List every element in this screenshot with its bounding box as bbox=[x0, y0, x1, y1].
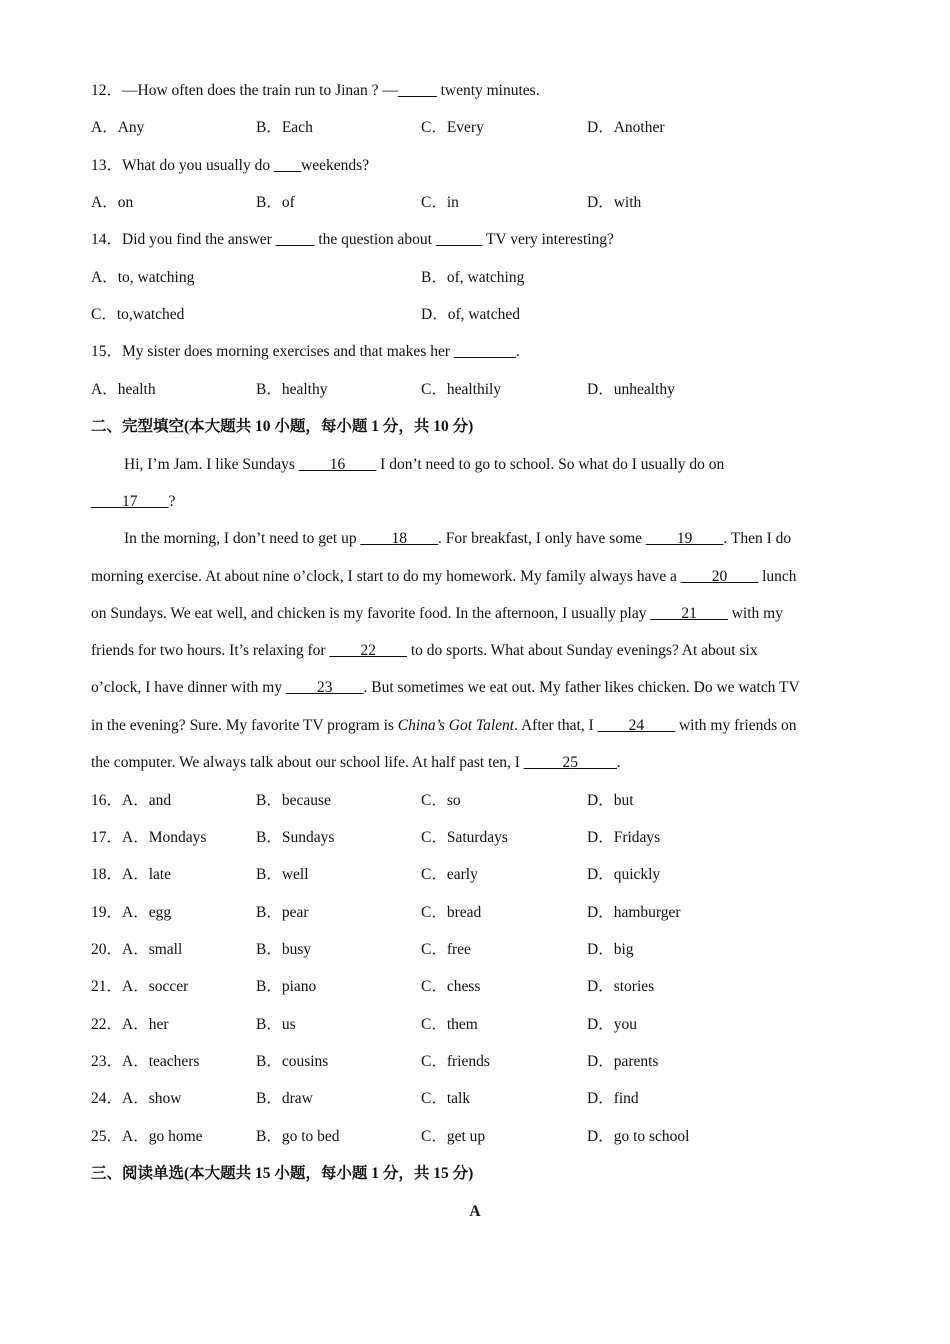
option-b[interactable]: B．go to bed bbox=[256, 1128, 340, 1145]
answer-blank[interactable]: _____ bbox=[275, 231, 315, 248]
passage-line: on Sundays. We eat well, and chicken is my favorite food. In the afternoon, I usually play ____21____ with my bbox=[91, 605, 783, 622]
option-c[interactable]: C．free bbox=[421, 941, 471, 958]
option-a[interactable]: A．Any bbox=[91, 119, 145, 136]
question-14-stem: 14．Did you find the answer _____ the question about ______ TV very interesting? bbox=[91, 231, 614, 248]
answer-blank[interactable]: ________ bbox=[453, 343, 516, 360]
option-c[interactable]: C．so bbox=[421, 792, 461, 809]
option-a[interactable]: 20．A．small bbox=[91, 941, 183, 958]
option-c[interactable]: C．get up bbox=[421, 1128, 486, 1145]
passage-line: friends for two hours. It’s relaxing for ____22____ to do sports. What about Sunday evenings? At about six bbox=[91, 642, 758, 659]
option-a[interactable]: 23．A．teachers bbox=[91, 1053, 200, 1070]
option-c[interactable]: C．early bbox=[421, 866, 478, 883]
option-d[interactable]: D．you bbox=[587, 1016, 637, 1033]
option-c[interactable]: C．healthily bbox=[421, 381, 502, 398]
passage-line: morning exercise. At about nine o’clock, I start to do my homework. My family always have a ____20____ lunch bbox=[91, 568, 797, 585]
option-d[interactable]: D．Fridays bbox=[587, 829, 661, 846]
option-d[interactable]: D．with bbox=[587, 194, 642, 211]
option-b[interactable]: B．Each bbox=[256, 119, 313, 136]
option-b[interactable]: B．of bbox=[256, 194, 295, 211]
option-a[interactable]: 21．A．soccer bbox=[91, 978, 189, 995]
option-a[interactable]: 17．A．Mondays bbox=[91, 829, 207, 846]
answer-blank[interactable]: ______ bbox=[435, 231, 483, 248]
option-c[interactable]: C．bread bbox=[421, 904, 482, 921]
answer-blank[interactable]: _____ bbox=[397, 82, 437, 99]
option-b[interactable]: B．piano bbox=[256, 978, 317, 995]
blank-19[interactable]: ____19____ bbox=[645, 530, 724, 547]
option-c[interactable]: C．talk bbox=[421, 1090, 471, 1107]
option-a[interactable]: 24．A．show bbox=[91, 1090, 182, 1107]
option-a[interactable]: A．health bbox=[91, 381, 156, 398]
passage-line: In the morning, I don’t need to get up ____18____. For breakfast, I only have some ____19____. Then I do bbox=[124, 530, 792, 547]
blank-24[interactable]: ____24____ bbox=[597, 717, 676, 734]
option-d[interactable]: D．big bbox=[587, 941, 634, 958]
option-d[interactable]: D．Another bbox=[587, 119, 665, 136]
option-b[interactable]: B．of, watching bbox=[421, 269, 525, 286]
option-a[interactable]: 19．A．egg bbox=[91, 904, 172, 921]
passage-label: A bbox=[469, 1203, 481, 1220]
passage-line: o’clock, I have dinner with my ____23____. But sometimes we eat out. My father likes chicken. Do we watch TV bbox=[91, 679, 800, 696]
passage-line: in the evening? Sure. My favorite TV program is China’s Got Talent. After that, I ____24____ with my friends on bbox=[91, 717, 797, 734]
option-b[interactable]: B．because bbox=[256, 792, 331, 809]
option-b[interactable]: B．Sundays bbox=[256, 829, 335, 846]
blank-17[interactable]: ____17____ bbox=[91, 493, 169, 510]
option-c[interactable]: C．Saturdays bbox=[421, 829, 508, 846]
blank-18[interactable]: ____18____ bbox=[360, 530, 438, 547]
option-a[interactable]: 18．A．late bbox=[91, 866, 172, 883]
section-2-heading: 二、完型填空(本大题共 10 小题，每小题 1 分，共 10 分) bbox=[91, 418, 474, 435]
option-d[interactable]: D．stories bbox=[587, 978, 655, 995]
option-a[interactable]: 16．A．and bbox=[91, 792, 172, 809]
blank-25[interactable]: _____25_____ bbox=[523, 754, 617, 771]
passage-line: the computer. We always talk about our school life. At half past ten, I _____25_____. bbox=[91, 754, 621, 771]
question-12-stem: 12．—How often does the train run to Jinan ? —_____ twenty minutes. bbox=[91, 82, 540, 99]
blank-16[interactable]: ____16____ bbox=[298, 456, 377, 473]
option-a[interactable]: A．on bbox=[91, 194, 134, 211]
option-b[interactable]: B．cousins bbox=[256, 1053, 329, 1070]
section-3-heading: 三、阅读单选(本大题共 15 小题，每小题 1 分，共 15 分) bbox=[91, 1165, 474, 1182]
option-d[interactable]: D．find bbox=[587, 1090, 639, 1107]
question-13-stem: 13．What do you usually do weekends? bbox=[91, 157, 370, 174]
option-a[interactable]: 22．A．her bbox=[91, 1016, 169, 1033]
option-d[interactable]: D．quickly bbox=[587, 866, 661, 883]
blank-20[interactable]: ____20____ bbox=[680, 568, 759, 585]
blank-23[interactable]: ____23____ bbox=[285, 679, 364, 696]
option-b[interactable]: B．pear bbox=[256, 904, 309, 921]
option-a[interactable]: 25．A．go home bbox=[91, 1128, 203, 1145]
option-b[interactable]: B．us bbox=[256, 1016, 296, 1033]
option-b[interactable]: B．busy bbox=[256, 941, 312, 958]
blank-21[interactable]: ____21____ bbox=[650, 605, 728, 622]
option-c[interactable]: C．Every bbox=[421, 119, 484, 136]
passage-line: ____17____? bbox=[91, 493, 176, 510]
option-d[interactable]: D．hamburger bbox=[587, 904, 681, 921]
option-b[interactable]: B．draw bbox=[256, 1090, 313, 1107]
option-c[interactable]: C．in bbox=[421, 194, 459, 211]
question-15-stem: 15．My sister does morning exercises and that makes her ________. bbox=[91, 343, 520, 360]
passage-line: Hi, I’m Jam. I like Sundays ____16____ I don’t need to go to school. So what do I usually do on bbox=[124, 456, 725, 473]
option-d[interactable]: D．parents bbox=[587, 1053, 659, 1070]
answer-blank[interactable] bbox=[274, 157, 301, 174]
blank-22[interactable]: ____22____ bbox=[329, 642, 407, 659]
option-c[interactable]: C．to,watched bbox=[91, 306, 185, 323]
option-b[interactable]: B．healthy bbox=[256, 381, 328, 398]
option-c[interactable]: C．chess bbox=[421, 978, 481, 995]
option-d[interactable]: D．but bbox=[587, 792, 634, 809]
option-b[interactable]: B．well bbox=[256, 866, 309, 883]
tv-program-title: China’s Got Talent bbox=[397, 717, 515, 734]
option-d[interactable]: D．of, watched bbox=[421, 306, 520, 323]
option-a[interactable]: A．to, watching bbox=[91, 269, 195, 286]
option-d[interactable]: D．unhealthy bbox=[587, 381, 675, 398]
option-c[interactable]: C．friends bbox=[421, 1053, 490, 1070]
option-c[interactable]: C．them bbox=[421, 1016, 478, 1033]
option-d[interactable]: D．go to school bbox=[587, 1128, 690, 1145]
